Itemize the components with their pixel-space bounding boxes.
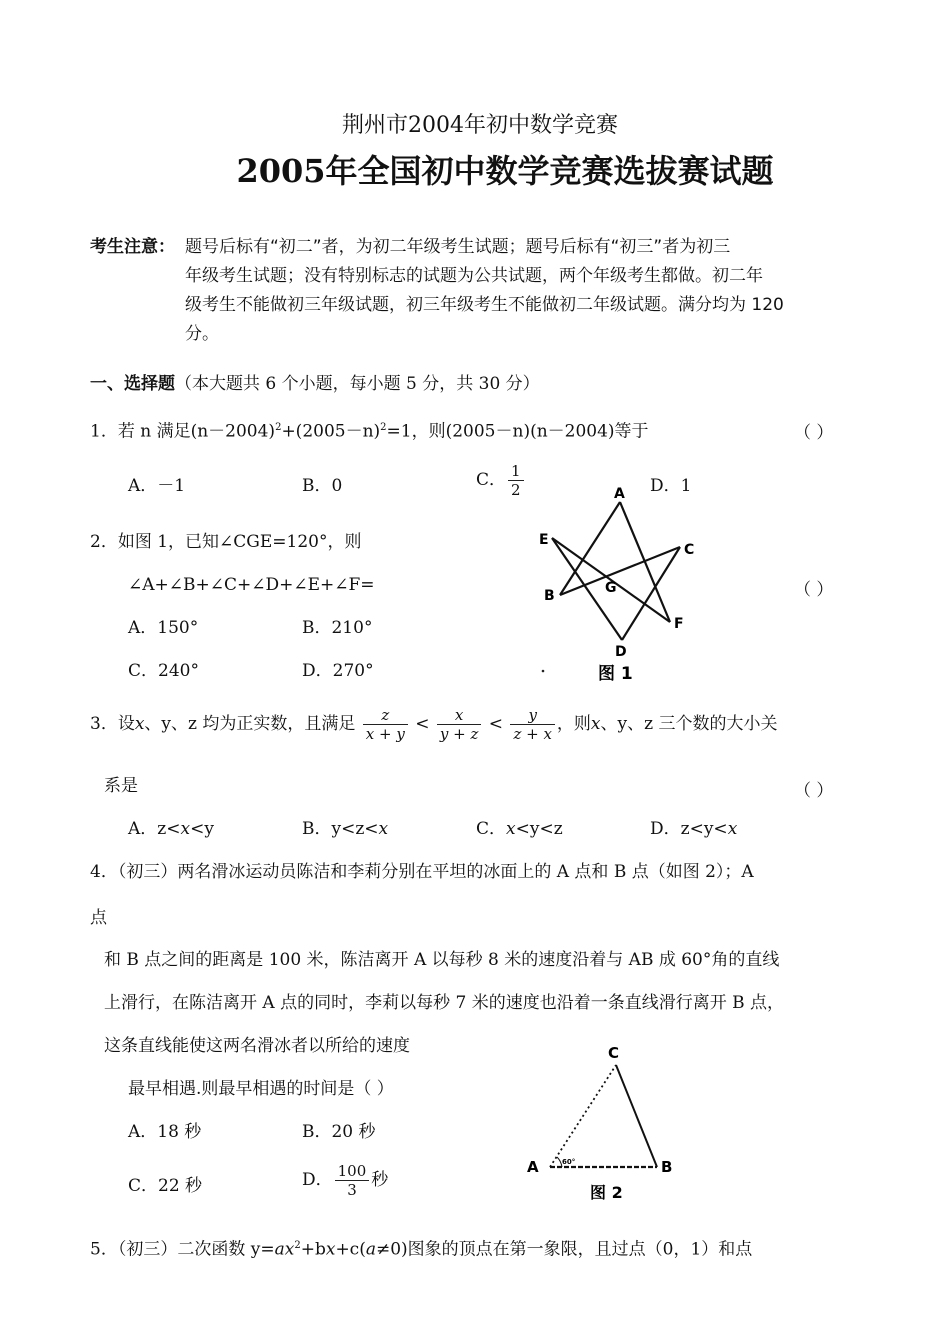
notice-line: 题号后标有“初二”者，为初二年级考生试题；题号后标有“初三”者为初三 bbox=[185, 237, 731, 257]
section-title: 一、选择题 bbox=[90, 374, 175, 394]
q1-exponent: 2 bbox=[275, 422, 282, 433]
option-text: <y<z bbox=[515, 819, 563, 839]
label-A: A bbox=[527, 1158, 539, 1176]
option-prefix: C． bbox=[476, 470, 507, 490]
figure-1-diagram bbox=[530, 480, 720, 685]
variable-x: x bbox=[590, 714, 601, 734]
notice-line: 分。 bbox=[185, 324, 219, 344]
fraction bbox=[363, 706, 408, 743]
q4-option-b: B．20 秒 bbox=[302, 1122, 376, 1142]
q5-text: +c( bbox=[335, 1239, 366, 1260]
notice-line: 级考生不能做初三年级试题，初三年级考生不能做初二年级试题。满分均为 120 bbox=[185, 295, 784, 315]
answer-blank: （ ） bbox=[794, 781, 834, 801]
q3-option-c bbox=[476, 819, 563, 839]
q2-option-d: D．270° bbox=[302, 661, 374, 681]
q3-continuation: 系是 bbox=[104, 776, 138, 796]
q4-option-c: C．22 秒 bbox=[128, 1176, 203, 1196]
variable-a: a bbox=[274, 1239, 285, 1260]
q4-option-d bbox=[302, 1162, 388, 1199]
q2-expression: ∠A+∠B+∠C+∠D+∠E+∠F= bbox=[128, 575, 375, 595]
notice-label: 考生注意： bbox=[90, 237, 175, 257]
option-text: D．z<y< bbox=[650, 819, 728, 839]
question-number: 3． bbox=[90, 714, 118, 734]
variable-x: x bbox=[180, 819, 191, 839]
q4-option-a: A．18 秒 bbox=[128, 1122, 202, 1142]
q3-option-b bbox=[302, 819, 388, 839]
q5-text: ≠0)图象的顶点在第一象限，且过点（0，1）和点 bbox=[375, 1239, 753, 1260]
label-G: G bbox=[605, 580, 617, 596]
q4-line: 上滑行，在陈洁离开 A 点的同时，李莉以每秒 7 米的速度也沿着一条直线滑行离开 B 点， bbox=[104, 993, 785, 1013]
option-suffix: 秒 bbox=[371, 1170, 389, 1190]
fraction bbox=[335, 1162, 370, 1199]
q1-text: +(2005－n) bbox=[281, 421, 381, 442]
label-C: C bbox=[684, 542, 695, 558]
figure-2-caption: 图 2 bbox=[590, 1183, 623, 1202]
q1-exponent: 2 bbox=[380, 422, 387, 433]
question-number: 4． bbox=[90, 862, 118, 882]
option-text: <y bbox=[190, 819, 214, 839]
q1-option-a: A．－1 bbox=[128, 476, 186, 496]
q5-text: +b bbox=[300, 1239, 326, 1260]
angle-label: 60° bbox=[562, 1158, 576, 1166]
q4-line: 最早相遇.则最早相遇的时间是（ ） bbox=[128, 1079, 394, 1099]
q4-text: （初三）两名滑冰运动员陈洁和李莉分别在平坦的冰面上的 A 点和 B 点（如图 2）；A bbox=[117, 862, 754, 882]
line-BC bbox=[560, 547, 680, 595]
less-than: < bbox=[488, 714, 504, 734]
section-note: （本大题共 6 个小题，每小题 5 分，共 30 分） bbox=[175, 374, 540, 394]
q1-text: 若 n 满足(n－2004) bbox=[117, 421, 276, 442]
fraction-numerator: 100 bbox=[335, 1162, 370, 1181]
notice-line: 年级考生试题；没有特别标志的试题为公共试题，两个年级考生都做。初二年 bbox=[185, 266, 763, 286]
q2-option-b: B．210° bbox=[302, 618, 373, 638]
question-number: 5． bbox=[90, 1239, 118, 1260]
q3-text: 、y、z 均为正实数，且满足 bbox=[144, 714, 356, 734]
exam-subtitle: 荆州市2004年初中数学竞赛 bbox=[342, 113, 618, 138]
line-CB bbox=[616, 1065, 657, 1167]
fraction-denominator: y + z bbox=[439, 725, 479, 743]
question-3-stem bbox=[90, 706, 777, 743]
fraction-denominator: x + y bbox=[365, 725, 405, 743]
question-number: 2． bbox=[90, 532, 118, 552]
stray-dot bbox=[542, 670, 545, 673]
q1-option-c bbox=[476, 462, 526, 499]
q1-text: =1，则(2005－n)(n－2004)等于 bbox=[386, 421, 649, 442]
less-than: < bbox=[415, 714, 430, 734]
variable-a: a bbox=[365, 1239, 376, 1260]
exam-title: 2005年全国初中数学竞赛选拔赛试题 bbox=[236, 152, 774, 190]
fraction-denominator: 3 bbox=[347, 1181, 357, 1199]
label-B: B bbox=[544, 588, 555, 604]
fraction-numerator: z bbox=[363, 706, 408, 725]
fraction bbox=[508, 462, 524, 499]
fraction-denominator: 2 bbox=[511, 481, 521, 499]
option-text: C． bbox=[476, 819, 507, 839]
option-text: A．z< bbox=[128, 819, 181, 839]
q3-option-d bbox=[650, 819, 737, 839]
q5-exponent: 2 bbox=[294, 1240, 301, 1251]
option-prefix: D． bbox=[302, 1170, 333, 1190]
fraction-numerator: x bbox=[437, 706, 481, 725]
question-4-stem bbox=[90, 862, 754, 882]
question-number: 1． bbox=[90, 421, 118, 442]
q5-text: （初三）二次函数 y= bbox=[117, 1239, 275, 1260]
q4-line: 这条直线能使这两名滑冰者以所给的速度 bbox=[104, 1036, 410, 1056]
fraction-denominator: z + x bbox=[513, 725, 552, 743]
q1-option-d: D．1 bbox=[650, 476, 692, 496]
variable-x: x bbox=[378, 819, 389, 839]
label-F: F bbox=[674, 616, 684, 632]
fraction-numerator: y bbox=[510, 706, 554, 725]
answer-blank: （ ） bbox=[794, 423, 834, 443]
q3-text: ，则 bbox=[556, 714, 591, 734]
variable-x: x bbox=[134, 714, 145, 734]
q3-text: 设 bbox=[117, 714, 135, 734]
variable-x: x bbox=[325, 1239, 336, 1260]
q4-line: 和 B 点之间的距离是 100 米，陈洁离开 A 以每秒 8 米的速度沿着与 AB 成 60°角的直线 bbox=[104, 950, 780, 970]
fraction-numerator: 1 bbox=[508, 462, 524, 481]
label-C: C bbox=[608, 1044, 620, 1062]
question-1-stem bbox=[90, 418, 649, 442]
label-A: A bbox=[614, 486, 625, 502]
q2-text: 如图 1，已知∠CGE=120°，则 bbox=[117, 532, 362, 552]
q3-text: 、y、z 三个数的大小关 bbox=[600, 714, 778, 734]
q2-option-a: A．150° bbox=[128, 618, 199, 638]
label-B: B bbox=[661, 1158, 673, 1176]
q1-option-b: B．0 bbox=[302, 476, 343, 496]
figure-1-caption: 图 1 bbox=[598, 664, 633, 684]
variable-x: x bbox=[284, 1239, 295, 1260]
q3-option-a bbox=[128, 819, 214, 839]
section-heading bbox=[90, 374, 540, 394]
q2-option-c: C．240° bbox=[128, 661, 199, 681]
label-D: D bbox=[615, 644, 627, 660]
answer-blank: （ ） bbox=[794, 580, 834, 600]
variable-x: x bbox=[506, 819, 516, 839]
question-2-stem bbox=[90, 532, 361, 552]
fraction bbox=[437, 706, 481, 743]
variable-x: x bbox=[727, 819, 738, 839]
question-5-stem bbox=[90, 1236, 752, 1260]
option-text: B．y<z< bbox=[302, 819, 379, 839]
fraction bbox=[510, 706, 554, 743]
line-AC bbox=[550, 1065, 616, 1167]
q4-line: 点 bbox=[90, 908, 107, 928]
label-E: E bbox=[539, 532, 549, 548]
figure-2-diagram bbox=[520, 1040, 690, 1210]
